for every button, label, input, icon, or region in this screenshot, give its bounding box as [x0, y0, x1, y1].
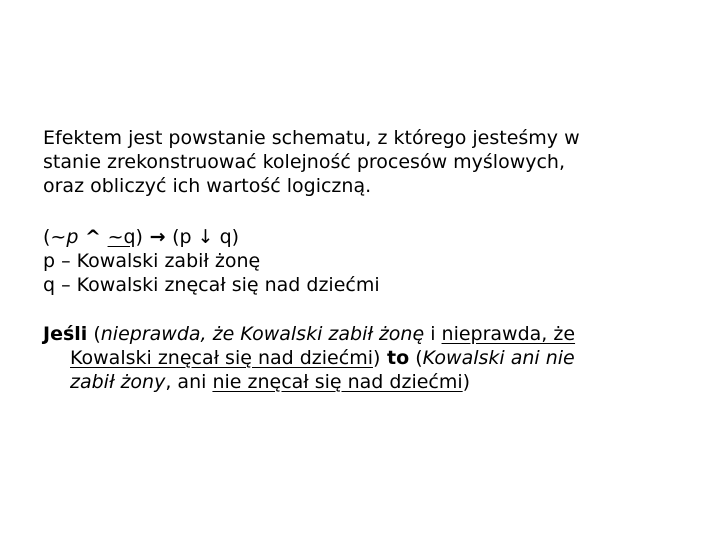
definition-p: p – Kowalski zabił żonę	[43, 250, 261, 272]
example-line-1	[43, 322, 683, 346]
clause-not-abused-children: nie znęcał się nad dziećmi	[212, 371, 463, 393]
and-keyword: i	[424, 323, 442, 345]
example-line-3	[43, 370, 683, 394]
clause-not-killed-wife: nieprawda, że Kowalski zabił żonę	[100, 323, 425, 345]
then-keyword: to	[380, 347, 410, 369]
clause-not-true-that: nieprawda, że	[441, 323, 576, 345]
formula-block	[43, 225, 683, 297]
intro-line-3: oraz obliczyć ich wartość logiczną.	[43, 175, 372, 197]
formula-neg-q: ~q	[107, 226, 136, 248]
clause-neither-start: Kowalski ani nie	[422, 347, 575, 369]
example-close-paren-2: )	[462, 371, 471, 393]
intro-line-2: stanie zrekonstruować kolejność procesów myślowych,	[43, 151, 566, 173]
formula-right-side: (p ↓ q)	[172, 226, 240, 248]
clause-abused-children: Kowalski znęcał się nad dziećmi	[70, 347, 373, 369]
formula-close-paren: )	[135, 226, 143, 248]
definition-q: q – Kowalski znęcał się nad dziećmi	[43, 274, 380, 296]
example-line-2	[43, 346, 683, 370]
if-keyword: Jeśli	[43, 323, 88, 345]
intro-line-1: Efektem jest powstanie schematu, z którego jesteśmy w	[43, 127, 580, 149]
example-comma-nor: , ani	[165, 371, 213, 393]
intro-paragraph	[43, 126, 683, 198]
formula-open-paren: (	[43, 226, 51, 248]
formula-and-operator: ^	[78, 226, 108, 248]
example-open-paren-1: (	[87, 323, 101, 345]
example-paragraph	[43, 322, 683, 394]
formula-arrow: →	[142, 226, 173, 248]
formula-neg-p: ~p	[50, 226, 79, 248]
formula-line	[43, 225, 683, 249]
example-open-paren-2: (	[409, 347, 423, 369]
clause-killed-wife: zabił żony	[70, 371, 166, 393]
slide-content	[43, 126, 683, 394]
example-close-paren-1: )	[372, 347, 381, 369]
